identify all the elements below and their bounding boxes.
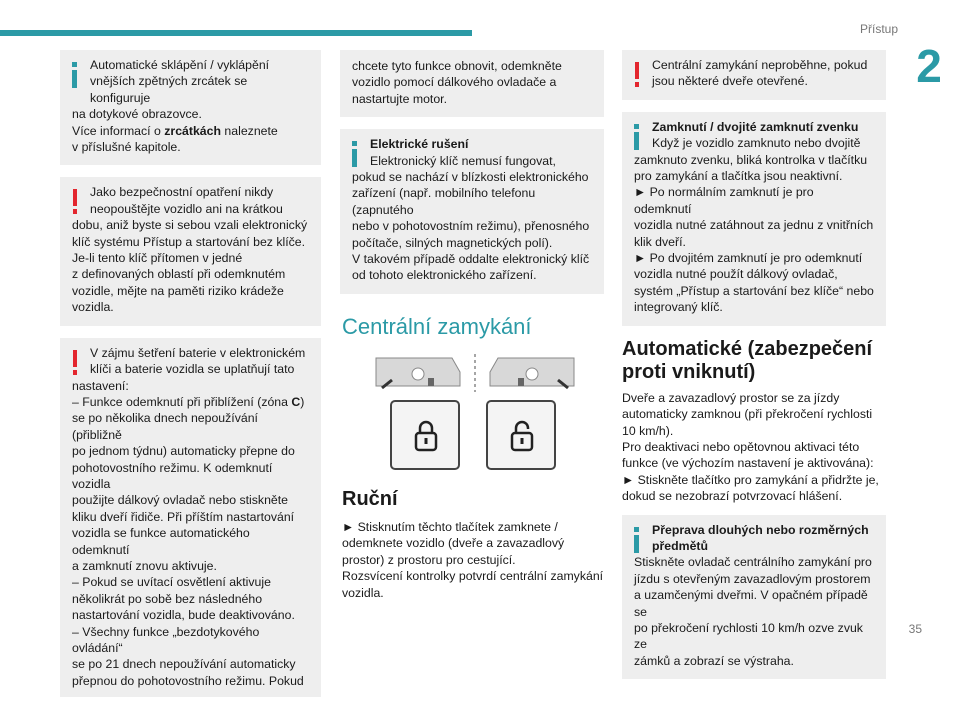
box-text-first: Když je vozidlo zamknuto nebo dvojitě (652, 136, 861, 151)
box-title: Přeprava dlouhých nebo rozměrných předmětů (652, 522, 869, 553)
box-title: Zamknutí / dvojité zamknutí zvenku (652, 119, 859, 134)
door-illustration-icon (368, 352, 608, 394)
column-2 (340, 50, 604, 601)
door-illustration (368, 352, 608, 472)
column-3 (622, 50, 886, 691)
info-icon (70, 62, 80, 88)
section-title: Přístup (859, 22, 898, 36)
manual-text: ► Stisknutím těchto tlačítek zamknete / odemknete vozidlo (dveře a zavazadlový prostor) z prostoru pro cestující. Rozsvícení kontrolky potvrdí centrální zamykání vozidla. (342, 519, 604, 600)
unlock-icon (510, 420, 534, 452)
lock-button[interactable] (390, 400, 460, 470)
heading-manual: Ruční (342, 487, 398, 510)
warning-box-battery (60, 338, 321, 698)
box-text-first: Elektronický klíč nemusí fungovat, (370, 153, 556, 168)
warning-icon (70, 350, 80, 376)
warning-box-doors-open (622, 50, 886, 100)
box-text-rest: zamknuto zvenku, bliká kontrolka v tlačítku pro zamykání a tlačítka jsou neaktivní. ► Po normálním zamknutí je pro odemknutí vozidla nutné zatáhnout za jednu z vnitřních klik dveří. ► Po dvojitém zamknutí je pro odemknutí vozidla nutné použít dálkový ovladač, systém „Přístup a startování bez klíče“ nebo integrovaný klíč. (634, 152, 874, 315)
unlock-button[interactable] (486, 400, 556, 470)
box-text-first: Jako bezpečnostní opatření nikdy neopouštějte vozidlo ani na krátkou (90, 185, 283, 216)
box-text-rest: pokud se nachází v blízkosti elektronického zařízení (např. mobilního telefonu (zapnutého nebo v pohotovostním režimu), přenosného počítače, silných magnetických polí). V takovém případě oddalte elektronický klíč od tohoto elektronického zařízení. (352, 170, 590, 283)
automatic-text: Dveře a zavazadlový prostor se za jízdy automaticky zamknou (při překročení rychlosti 10 km/h). Pro deaktivaci nebo opětovnou aktivaci této funkce (ve výchozím nastavení je aktivována): ► Stiskněte tlačítko pro zamykání a přidržte je, dokud se nezobrazí potvrzovací hlášení. (622, 390, 879, 504)
info-icon (350, 141, 360, 167)
page-number: 35 (908, 622, 922, 636)
box-title: Elektrické rušení (370, 137, 469, 152)
box-text-first: Centrální zamykání neproběhne, pokud jsou některé dveře otevřené. (652, 58, 868, 89)
heading-automatic: Automatické (zabezpečení proti vniknutí) (622, 337, 873, 383)
lock-icon (414, 420, 438, 452)
warning-icon (70, 189, 80, 215)
box-text-rest: na dotykové obrazovce. Více informací o zrcátkách naleznete v příslušné kapitole. (72, 107, 278, 155)
heading-central-locking: Centrální zamykání (342, 313, 532, 339)
info-icon (632, 124, 642, 150)
box-text-rest: nastavení: – Funkce odemknutí při přiblížení (zóna C) se po několika dnech nepoužívání (přibližně po jednom týdnu) automaticky přepne do pohotovostního režimu. K odemknutí vozidla použijte dálkový ovladač nebo stiskněte kliku dveří řidiče. Při příštím nastartování vozidla se funkce automatického odemknutí a zamknutí znovu aktivuje. – Pokud se uvítací osvětlení aktivuje několikrát po sobě bez následného nastartování vozidla, bude deaktivováno. – Všechny funkce „bezdotykového ovládání“ se po 21 dnech nepoužívání automaticky přepnou do pohotovostního režimu. Pokud (72, 378, 305, 688)
box-text: chcete tyto funkce obnovit, odemkněte vozidlo pomocí dálkového ovladače a nastartujte motor. (352, 59, 562, 106)
info-box-long-objects (622, 515, 886, 680)
info-icon (632, 527, 642, 553)
info-box-interference (340, 129, 604, 294)
header-accent-bar (0, 30, 472, 36)
box-text-first: V zájmu šetření baterie v elektronickém klíči a baterie vozidla se uplatňují tato (90, 345, 306, 377)
box-text-rest: dobu, aniž byste si sebou vzali elektronický klíč systému Přístup a startování bez klíče. Je-li tento klíč přítomen v jedné z definovaných oblastí při odemknutém vozidle, mějte na paměti riziko krádeže vozidla. (72, 218, 308, 315)
mirrors-link-text: zrcátkách (164, 123, 222, 138)
warning-icon (632, 62, 642, 88)
warning-box-security (60, 177, 321, 325)
continued-box (340, 50, 604, 117)
zone-label: C (291, 394, 301, 409)
info-box-outside-lock (622, 112, 886, 326)
info-box-mirrors (60, 50, 321, 165)
box-text-first: Automatické sklápění / vyklápění vnějších zpětných zrcátek se konfiguruje (90, 58, 270, 105)
chapter-number: 2 (916, 40, 942, 92)
box-text-rest: Stiskněte ovladač centrálního zamykání pro jízdu s otevřeným zavazadlovým prostorem a uzamčenými dveřmi. V opačném případě se po překročení rychlosti 10 km/h ozve zvuk ze zámků a zobrazí se výstraha. (634, 555, 872, 668)
column-1 (60, 50, 321, 709)
